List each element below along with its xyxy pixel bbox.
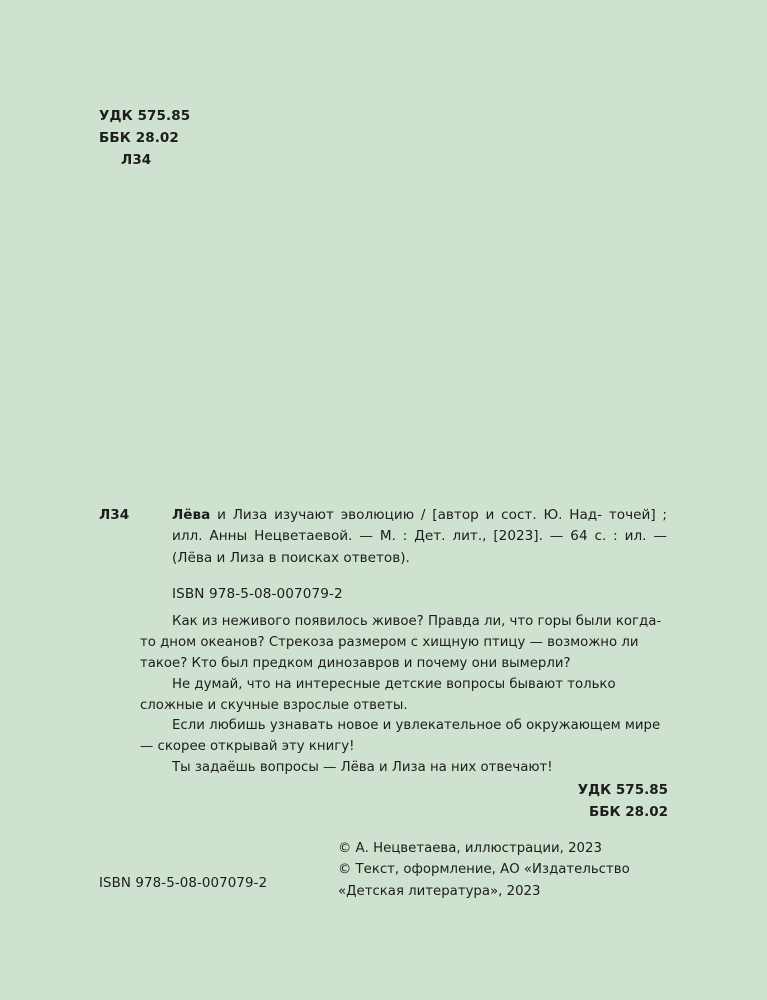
author-mark-record: Л34: [99, 507, 130, 523]
copyright-line-illustrations: © А. Нецветаева, иллюстрации, 2023: [338, 841, 602, 856]
udk-code-top: УДК 575.85: [99, 108, 191, 124]
copyright-block: [338, 838, 668, 902]
classification-top-block: [99, 106, 190, 172]
annotation-paragraph: Ты задаёшь вопросы — Лёва и Лиза на них отвечают!: [172, 760, 553, 776]
classification-bottom-block: [578, 780, 668, 824]
annotation-paragraph: Как из неживого появилось живое? Правда ли, что горы были когда-то дном океанов? Стрекоза размером с хищную птицу — возможно ли такое? Кто был предком динозавров и почему они вымерли?: [140, 614, 662, 671]
annotation-paragraph: Не думай, что на интересные детские вопросы бывают только сложные и скучные взрослые ответы.: [140, 676, 616, 713]
title-lead-word: Лёва: [172, 507, 211, 523]
copyright-line-text: © Текст, оформление, АО «Издательство: [338, 862, 630, 878]
annotation-block: [140, 612, 669, 779]
bbk-code-bottom: ББК 28.02: [588, 803, 668, 820]
bbk-code-top: ББК 28.02: [99, 129, 179, 146]
description-line-2: точей] ; илл. Анны Нецветаевой. — М. : Дет. лит., [2023]. —: [172, 507, 668, 545]
description-line-3: 64 с. : ил. — (Лёва и Лиза в поисках ответов).: [172, 528, 667, 566]
isbn-bottom: ISBN 978-5-08-007079-2: [99, 876, 268, 891]
bibliographic-record: [99, 505, 667, 569]
description-line-1: и Лиза изучают эволюцию / [автор и сост. Ю. Над-: [217, 507, 603, 523]
annotation-paragraph: Если любишь узнавать новое и увлекательное об окружающем мире — скорее открывай эту книгу!: [140, 718, 661, 755]
bibliographic-description: [172, 505, 667, 569]
isbn-record: ISBN 978-5-08-007079-2: [172, 586, 343, 602]
udk-code-bottom: УДК 575.85: [577, 782, 668, 798]
copyright-line-publisher: «Детская литература», 2023: [338, 883, 541, 899]
author-mark-top: Л34: [121, 151, 152, 168]
bibliographic-row: [99, 505, 667, 569]
